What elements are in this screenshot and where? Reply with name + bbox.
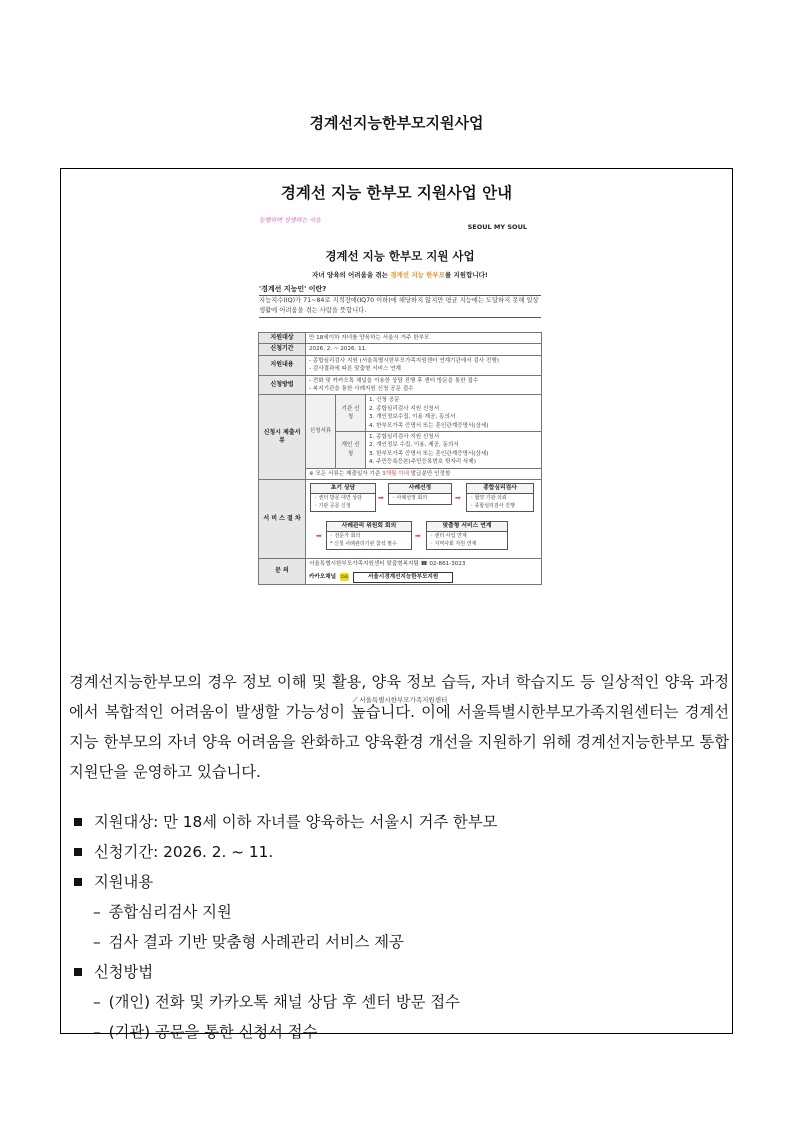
row-label: 지원내용 (259, 355, 306, 375)
sub-label: 개인 신청 (336, 432, 366, 469)
list-item (69, 867, 729, 897)
process-flow (306, 480, 542, 559)
flow-step: 종합심리검사 ◦ 협약 기관 의뢰 ◦ 종합심리검사 진행 (466, 483, 534, 512)
dash-marker: – (93, 993, 101, 1011)
row-label: 문 의 (259, 559, 306, 584)
sub-label: 신청서류 (306, 395, 336, 468)
center-logo-icon: ⟋ (352, 696, 358, 704)
kakao-channel-name: 서울시경계선지능한부모지원 (353, 572, 453, 583)
list-item (69, 837, 729, 867)
square-bullet-icon (74, 818, 82, 826)
seoul-slogan-logo: 동행하며 상생하는 서울 (259, 217, 321, 224)
row-value: 2026. 2. ~ 2026. 11. (306, 344, 542, 355)
flow-step: 사례관리 위원회 회의 ◦ 전문가 회의 * 신청 사례관리기관 참석 필수 (326, 521, 412, 550)
center-logo: ⟋ 서울특별시한부모가족지원센터 (352, 696, 448, 704)
list-item (69, 927, 729, 957)
content-frame (60, 168, 733, 1041)
dash-marker: – (93, 1023, 101, 1041)
flow-step: 사례선정 ◦ 사례선정 회의 (388, 483, 452, 505)
row-label: 신청기간 (259, 344, 306, 355)
contact-info: 서울특별시한부모가족지원센터 맞춤형복지팀 ☎ 02-861-3023 카카오채널 talk 서울시경계선지능한부모지원 (306, 559, 542, 584)
list-item-text: 지원내용 (94, 873, 154, 891)
docs-note: ※ 모든 서류는 제출일자 기준 3개월 이내 발급분만 인정함 (306, 468, 542, 479)
arrow-icon: ➡ (415, 532, 421, 541)
list-item (69, 897, 729, 927)
flow-step: 맞춤형 서비스 연계 ◦ 센터 사업 연계 ◦ 지역사회 자원 연계 (426, 521, 508, 550)
row-label: 서 비 스 절 차 (259, 480, 306, 559)
row-value: 만 18세이하 자녀를 양육하는 서울시 거주 한부모 (306, 333, 542, 344)
list-item (69, 957, 729, 987)
program-poster (257, 215, 543, 704)
poster-info-table (258, 332, 542, 585)
arrow-icon: ➡ (378, 494, 384, 503)
list-item-text: 신청기간: 2026. 2. ~ 11. (94, 843, 274, 861)
kakao-talk-icon: talk (340, 574, 349, 579)
list-item-text: 신청방법 (94, 963, 154, 981)
definition-text: 지능지수(IQ)가 71~84로 지적장애(IQ70 이하)에 해당하지 않지만 평균 지능에는 도달하지 못해 일상생활에 어려움을 겪는 사람을 뜻합니다. (259, 296, 541, 318)
poster-title: 경계선 지능 한부모 지원 사업 (325, 249, 475, 263)
list-item (69, 1017, 729, 1047)
row-label: 지원대상 (259, 333, 306, 344)
row-label: 신청방법 (259, 375, 306, 395)
definition-heading: '경계선 지능인' 이란? (259, 284, 541, 296)
document-title: 경계선지능한부모지원사업 (309, 114, 484, 132)
row-value: - 종합심리검사 지원 (서울특별시한부모가족지원센터 연계기관에서 검사 진행) - 검사결과에 따른 맞춤형 서비스 연계 (306, 355, 542, 375)
list-item (69, 807, 729, 837)
seoul-my-soul-logo: SEOUL MY SOUL (467, 223, 527, 231)
org-docs: 1. 신청 공문 2. 종합심리검사 지원 신청서 3. 개인정보수집, 이용 제공, 동의서 4. 한부모가족 증명서 또는 혼인관계증명서(상세) (366, 395, 542, 432)
dash-marker: – (93, 933, 101, 951)
square-bullet-icon (74, 848, 82, 856)
list-item (69, 987, 729, 1017)
arrow-icon: ➡ (316, 532, 322, 541)
arrow-icon: ➡ (455, 494, 461, 503)
dash-marker: – (93, 903, 101, 921)
sub-label: 기관 신청 (336, 395, 366, 432)
intro-paragraph: 경계선지능한부모의 경우 정보 이해 및 활용, 양육 정보 습득, 자녀 학습지도 등 일상적인 양육 과정에서 복합적인 어려움이 발생할 가능성이 높습니다. 이에 서울특별시한부모가족지원센터는 경계선 지능 한부모의 자녀 양육 어려움을 완화하고 양육환경 개선을 지원하기 위해 경계선지능한부모 통합지원단을 운영하고 있습니다. (69, 673, 729, 781)
row-value: - 전화 및 카카오톡 채널을 이용한 상담 진행 후 센터 방문을 통한 접수 - 복지기관을 통한 사례지원 신청 공문 접수 (306, 375, 542, 395)
flow-step: 초기 상담 ◦ 센터 방문 대면 상담 ◦ 기관 공문 신청 (310, 483, 376, 512)
individual-docs: 1. 종합심리검사 지원 신청서 2. 개인정보 수집, 이용, 제공, 동의서 3. 한부모가족 증명서 또는 혼인관계증명서(상세) 4. 주민등록등본(주민등록번호 뒷자리 삭제) (366, 432, 542, 469)
list-item-text: 검사 결과 기반 맞춤형 사례관리 서비스 제공 (108, 933, 404, 951)
program-summary-list (69, 807, 729, 1047)
square-bullet-icon (74, 878, 82, 886)
row-label: 신청시 제출서류 (259, 395, 306, 480)
list-item-text: (개인) 전화 및 카카오톡 채널 상담 후 센터 방문 접수 (108, 993, 460, 1011)
poster-subtitle: 자녀 양육의 어려움을 겪는 경계선 지능 한부모를 지원합니다! (312, 271, 488, 279)
square-bullet-icon (74, 968, 82, 976)
list-item-text: 종합심리검사 지원 (108, 903, 232, 921)
frame-title: 경계선 지능 한부모 지원사업 안내 (280, 184, 513, 202)
list-item-text: 지원대상: 만 18세 이하 자녀를 양육하는 서울시 거주 한부모 (94, 813, 498, 831)
list-item-text: (기관) 공문을 통한 신청서 접수 (108, 1023, 318, 1041)
